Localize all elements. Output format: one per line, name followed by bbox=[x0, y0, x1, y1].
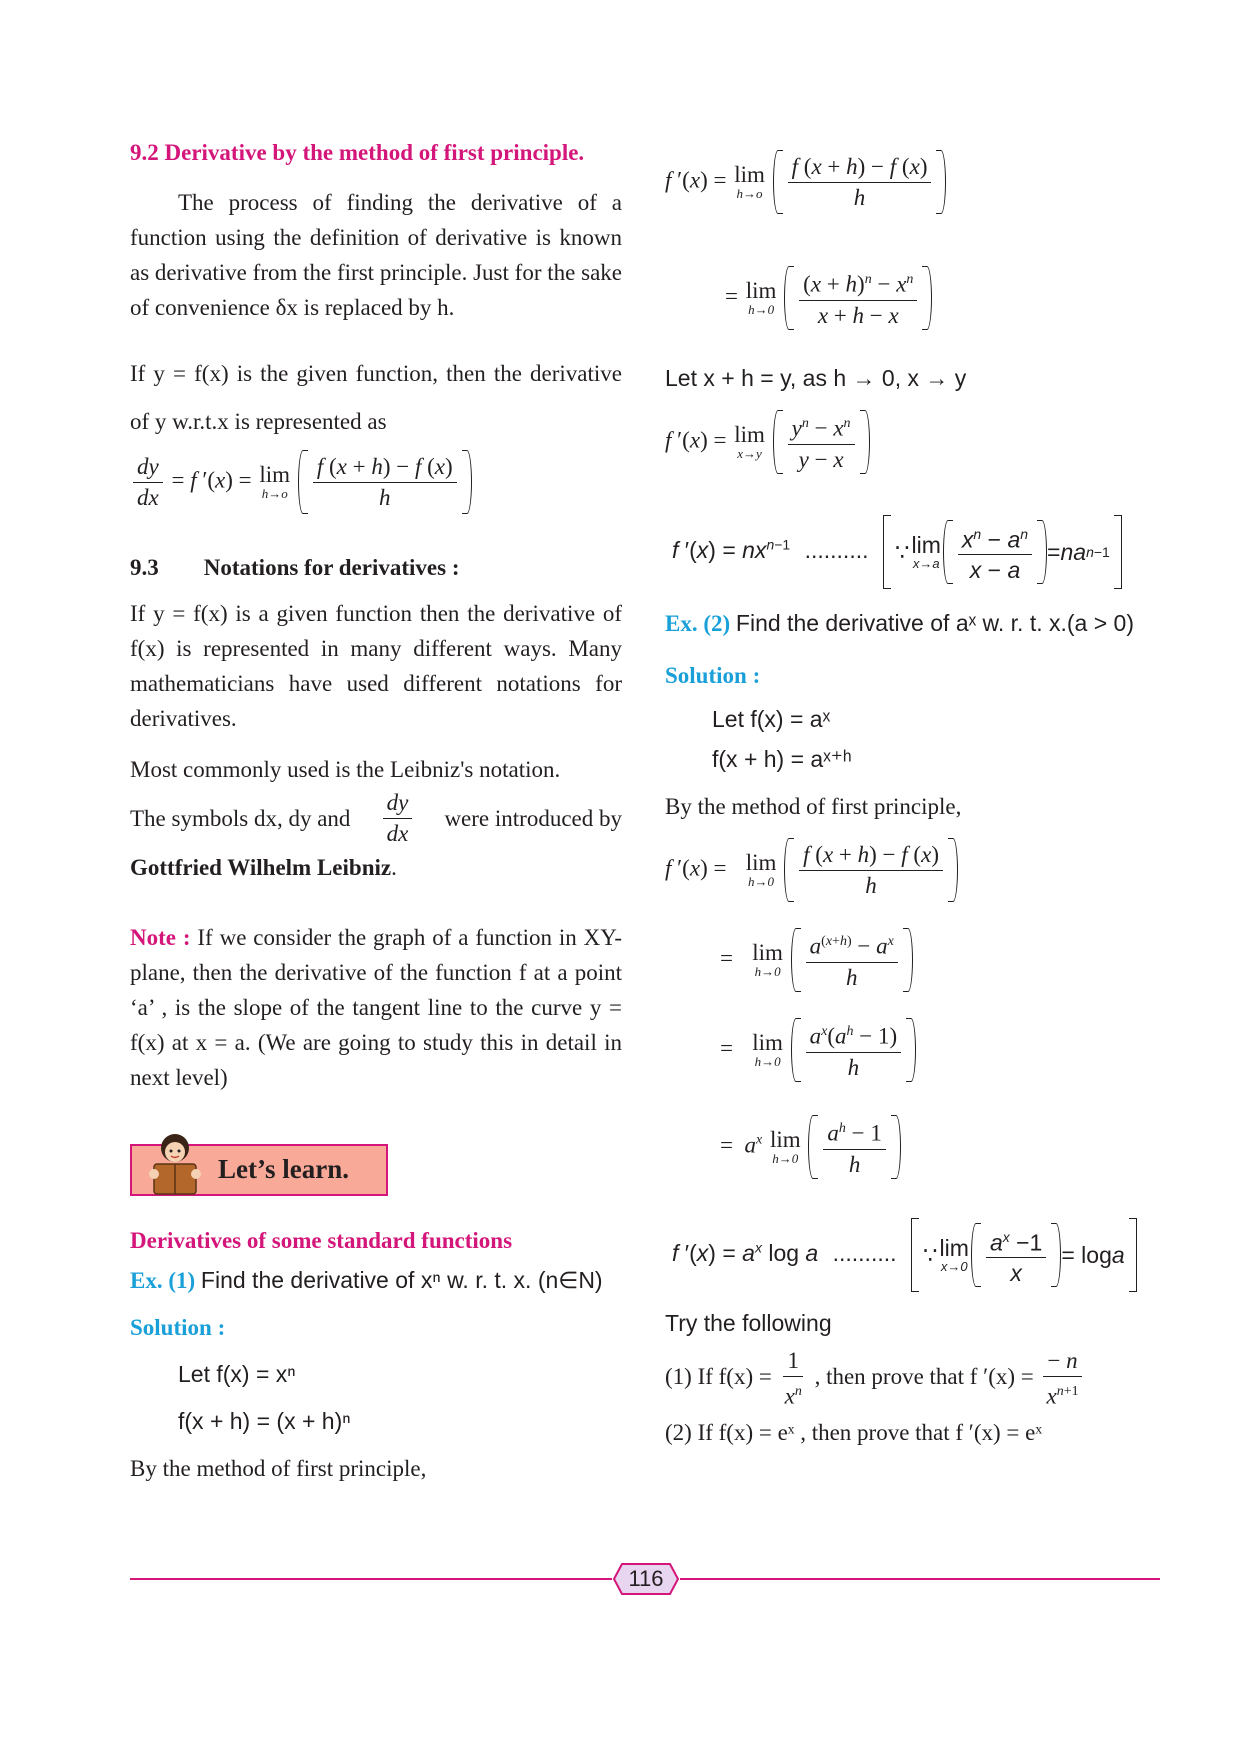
section-9-2-paragraph: The process of finding the derivative of a function using the definition of derivative is known as derivative from the first principle. Just for the sake of convenience δx is replaced by h. bbox=[130, 190, 622, 320]
exp-formula-4: = $a^x$ lim h→0 $\frac{a^h - 1}{h}$ bbox=[720, 1115, 901, 1179]
derivative-definition-formula: $\frac{dy}{dx}$ = f ′(x) = lim h→o $\frac{f (x + h) - f (x)}{h}$ bbox=[130, 450, 472, 514]
section-9-2-title: 9.2 Derivative by the method of first principle. bbox=[130, 140, 585, 165]
page-number: 116 bbox=[628, 1566, 664, 1591]
girl-reading-icon bbox=[140, 1128, 210, 1198]
section-9-2-paragraph-2: If y = f(x) is the given function, then the derivative of y w.r.t.x is represented as bbox=[130, 361, 622, 434]
page-number-badge bbox=[612, 1562, 680, 1596]
result-ax-log-a: f $'(x) = a^x$ log a .......... ∵ lim x→0 $\frac{a^x -1}{x}$ = log a bbox=[672, 1218, 1137, 1292]
limit-formula-y: f ′(x) = lim x→y $\frac{y^n - x^n}{y - x}$ bbox=[665, 410, 870, 474]
solution-1-step-2: f(x + h) = (x + h)ⁿ bbox=[178, 1408, 351, 1434]
exp-formula-3: = lim h→0 $\frac{a^x(a^h - 1)}{h}$ bbox=[720, 1018, 916, 1082]
standard-functions-title: Derivatives of some standard functions bbox=[130, 1228, 513, 1253]
first-principle-formula-1: f ′(x) = lim h→o $\frac{f (x + h) - f (x)}{h}$ bbox=[665, 150, 946, 214]
solution-1-label: Solution : bbox=[130, 1315, 226, 1340]
try-item-2: (2) If f(x) = eˣ , then prove that f ′(x) = eˣ bbox=[665, 1420, 1042, 1445]
example-1: Ex. (1) Find the derivative of xⁿ w. r. t. x. (n∈N) bbox=[130, 1267, 603, 1293]
section-9-3-paragraph-1: If y = f(x) is a given function then the derivative of f(x) is represented in many different ways. Many mathematicians have used different notations for derivatives. bbox=[130, 601, 622, 731]
example-2: Ex. (2) Find the derivative of aˣ w. r. t. x.(a > 0) bbox=[665, 610, 1135, 636]
footer-line-left bbox=[130, 1578, 612, 1580]
dy-dx-fraction: $\frac{dy}{dx}$ bbox=[383, 790, 413, 847]
section-9-3-heading: 9.3 Notations for derivatives : bbox=[130, 555, 460, 580]
note-paragraph: Note : If we consider the graph of a function in XY-plane, then the derivative of the function f at a point ‘a’ , is the slope of the tangent line to the curve y = f(x) at x = a. (We are going to study this in detail in next level) bbox=[130, 925, 622, 1090]
substitution-line: Let x + h = y, as h → 0, x → y bbox=[665, 365, 967, 391]
solution-2-step-1: Let f(x) = aˣ bbox=[712, 706, 831, 732]
footer-line-right bbox=[680, 1578, 1160, 1580]
leibniz-name: Gottfried Wilhelm Leibniz. bbox=[130, 855, 397, 880]
by-method-text-right: By the method of first principle, bbox=[665, 794, 962, 819]
exp-formula-2: = lim h→0 $\frac{a^{(x+h)} - a^x}{h}$ bbox=[720, 928, 913, 992]
first-principle-formula-2: = lim h→0 $\frac{(x + h)^n - x^n}{x + h - x}$ bbox=[725, 266, 932, 330]
section-9-3-paragraph-3: The symbols dx, dy and $\frac{dy}{dx}$ were introduced by bbox=[130, 790, 622, 846]
lets-learn-banner: Let’s learn. bbox=[130, 1144, 388, 1196]
exp-formula-1: f ′(x) = lim h→0 $\frac{f (x + h) - f (x)}{h}$ bbox=[665, 838, 958, 902]
try-following-heading: Try the following bbox=[665, 1310, 832, 1336]
solution-2-label: Solution : bbox=[665, 663, 761, 688]
solution-1-step-1: Let f(x) = xⁿ bbox=[178, 1361, 296, 1387]
result-nx-n-1: f $'(x) = nx^{n-1}$ .......... ∵ lim x→a $\frac{x^n - a^n}{x - a}$ = na n−1 bbox=[672, 515, 1122, 589]
solution-2-step-2: f(x + h) = aˣ⁺ʰ bbox=[712, 746, 852, 772]
try-item-1: (1) If f(x) = $\frac{1}{x^n}$ , then prove that f ′(x) = $\frac{- n}{x^{n+1}}$ bbox=[665, 1348, 1086, 1410]
by-method-text-left: By the method of first principle, bbox=[130, 1456, 427, 1481]
section-9-3-paragraph-2: Most commonly used is the Leibniz's notation. bbox=[130, 757, 561, 782]
